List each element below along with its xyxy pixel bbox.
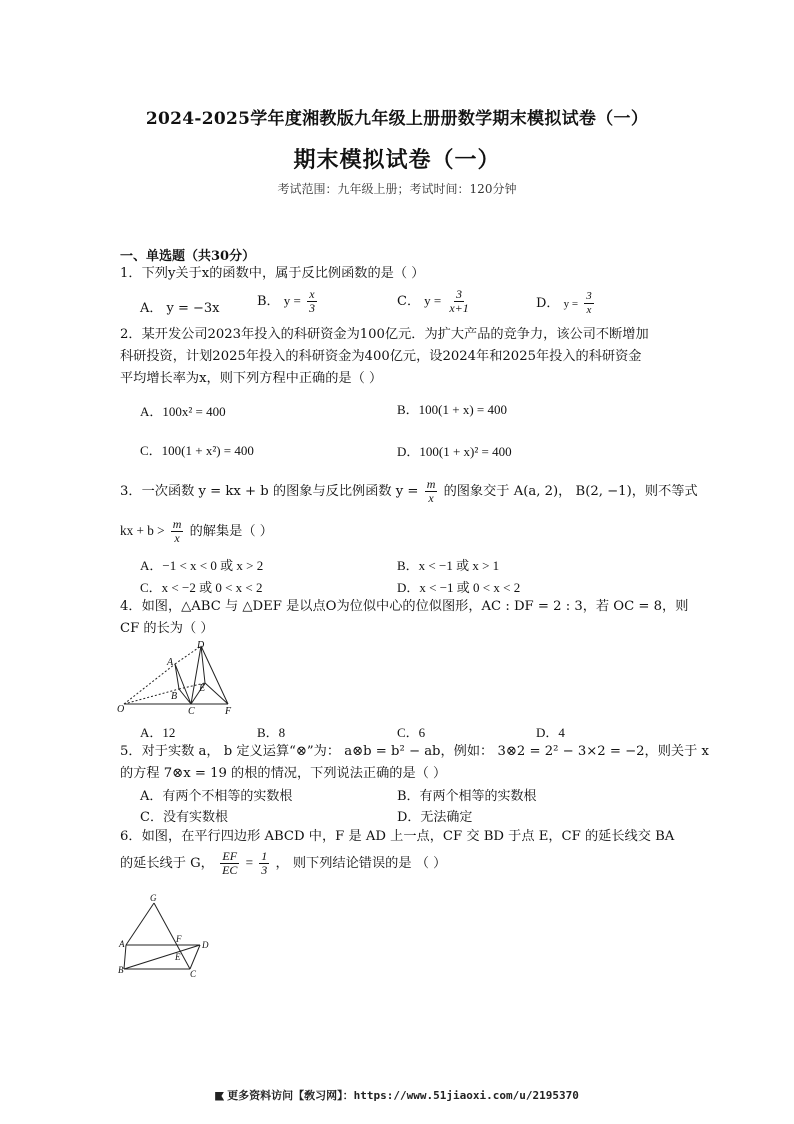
q6-numerator-1: 1 (261, 849, 268, 863)
question-6-line-2 (120, 850, 446, 877)
q2-option-c: C．100(1 + x²) = 400 (140, 443, 254, 458)
q3-line1-part1: 3．一次函数 y = kx + b 的图象与反比例函数 y = (120, 484, 419, 499)
q3-line1-part2: 的图象交于 A(a, 2)， B(2, −1)，则不等式 (443, 484, 698, 499)
q6-parallelogram-figure (118, 893, 218, 981)
q6-label-b: B (118, 965, 124, 975)
q6-label-f: F (176, 934, 182, 944)
q3-denominator-2: x (174, 531, 180, 545)
q3-denominator: x (428, 491, 434, 505)
footer-link[interactable] (0, 1087, 794, 1103)
q1-b-denominator: 3 (308, 301, 315, 315)
q4-label-e: E (199, 683, 206, 694)
q3-option-a: A．−1 < x < 0 或 x > 2 (140, 558, 264, 573)
q6-label-a: A (119, 939, 125, 949)
q3-option-b: B．x < −1 或 x > 1 (397, 558, 500, 573)
q1-option-d (536, 290, 596, 317)
question-5-line-2: 的方程 7⊗x = 19 的根的情况，下列说法正确的是（ ） (120, 766, 447, 781)
q6-label-g: G (150, 893, 157, 903)
q1-option-b (257, 288, 319, 315)
q4-option-a: A．12 (140, 725, 176, 740)
q6-equals-sign: = (245, 855, 254, 870)
q2-option-d: D．100(1 + x)² = 400 (397, 444, 512, 459)
question-3-line-2 (120, 518, 273, 545)
question-2-line-2: 科研投资，计划2025年投入的科研资金为400亿元，设2024年和2025年投入的科研资金 (120, 349, 642, 364)
q4-option-b: B．8 (257, 725, 286, 740)
q3-fraction-m-over-x (425, 478, 438, 505)
q1-option-c-fraction (447, 288, 470, 315)
q4-option-d: D．4 (536, 725, 565, 740)
q5-option-b: B．有两个相等的实数根 (397, 789, 537, 804)
question-4-line-1: 4．如图，△ABC 与 △DEF 是以点O为位似中心的位似图形，AC : DF = 2 : 3，若 OC = 8，则 (120, 599, 689, 614)
q1-option-d-fraction (584, 290, 594, 317)
q1-d-denominator: x (586, 304, 592, 316)
question-3-line-1 (120, 478, 698, 505)
q4-label-d: D (197, 640, 205, 651)
q1-option-b-lhs: y = (283, 293, 301, 308)
question-6-line-1: 6．如图，在平行四边形 ABCD 中，F 是 AD 上一点，CF 交 BD 于点 E，CF 的延长线交 BA (120, 829, 675, 844)
q1-option-a: A． y = −3x (140, 301, 220, 316)
q6-fraction-ef-ec (220, 850, 239, 877)
q4-label-b: B (171, 691, 178, 702)
q3-line2-inequality: kx + b > (120, 523, 165, 538)
q1-option-d-lhs: y = (563, 298, 579, 310)
q6-label-d: D (202, 940, 209, 950)
q2-option-b: B．100(1 + x) = 400 (397, 402, 507, 417)
q6-label-c: C (190, 969, 197, 979)
q6-label-e: E (175, 952, 181, 962)
q4-triangle-abc (175, 664, 191, 704)
q1-option-c-label: C． (397, 294, 420, 309)
q6-line2-prefix: 的延长线于 G， (120, 856, 214, 871)
q6-fraction-one-third (259, 850, 269, 877)
q3-option-c: C．x < −2 或 0 < x < 2 (140, 580, 263, 595)
q6-line-ga (126, 903, 154, 945)
q4-ray-oa (124, 664, 178, 704)
q1-c-numerator: 3 (456, 287, 463, 301)
q1-c-denominator: x+1 (449, 301, 469, 315)
exam-info: 考试范围：九年级上册；考试时间：120分钟 (277, 182, 517, 196)
q1-option-b-fraction (307, 288, 317, 315)
page-title: 2024-2025学年度湘教版九年级上册册数学期末模拟试卷（一） (145, 109, 649, 129)
question-5-line-1: 5．对于实数 a， b 定义运算“⊗”为： a⊗b = b² − ab，例如： 3⊗2 = 2² − 3×2 = −2，则关于 x (120, 744, 709, 759)
q4-homothety-figure (115, 638, 245, 716)
q3-numerator: m (426, 477, 436, 491)
q4-triangle-def (201, 646, 228, 704)
q1-option-c (397, 288, 473, 315)
q6-side-dc (190, 945, 200, 969)
q4-segment-dc (191, 646, 201, 704)
q4-label-f: F (225, 706, 232, 716)
q3-option-d: D．x < −1 或 0 < x < 2 (397, 580, 521, 595)
question-2-line-3: 平均增长率为x，则下列方程中正确的是（ ） (120, 371, 383, 386)
q1-option-c-lhs: y = (424, 293, 442, 308)
question-1-stem: 1．下列y关于x的函数中，属于反比例函数的是（ ） (120, 266, 425, 281)
q1-b-numerator: x (309, 287, 315, 301)
footer-text: 更多资料访问【敎习网】：https://www.51jiaoxi.com/u/2195370 (227, 1089, 579, 1102)
question-4-line-2: CF 的长为（ ） (120, 621, 214, 636)
question-2-line-1: 2．某开发公司2023年投入的科研资金为100亿元．为扩大产品的竞争力，该公司不断增加 (120, 327, 649, 342)
q3-fraction-2 (171, 518, 184, 545)
q6-line2-suffix: ， 则下列结论错误的是 （ ） (275, 856, 447, 871)
q1-d-numerator: 3 (586, 290, 592, 302)
q4-label-o: O (117, 704, 125, 715)
q4-label-c: C (188, 706, 195, 716)
q4-label-a: A (167, 657, 174, 668)
page-subtitle: 期末模拟试卷（一） (293, 147, 501, 173)
q4-option-c: C．6 (397, 725, 426, 740)
q6-denominator-3: 3 (261, 863, 268, 877)
q5-option-d: D．无法确定 (397, 810, 473, 825)
q5-option-c: C．没有实数根 (140, 810, 228, 825)
q1-option-b-label: B． (257, 294, 280, 309)
q6-numerator-ef: EF (222, 849, 238, 863)
flag-icon (215, 1092, 224, 1101)
q5-option-a: A．有两个不相等的实数根 (140, 789, 293, 804)
q3-numerator-2: m (172, 517, 182, 531)
q6-denominator-ec: EC (222, 863, 238, 877)
q1-option-d-label: D． (536, 296, 560, 311)
q2-option-a: A．100x² = 400 (140, 404, 226, 419)
q6-line-gc (154, 903, 190, 969)
q3-line2-suffix: 的解集是（ ） (189, 524, 273, 539)
section-heading: 一、单选题（共30分） (120, 249, 256, 264)
